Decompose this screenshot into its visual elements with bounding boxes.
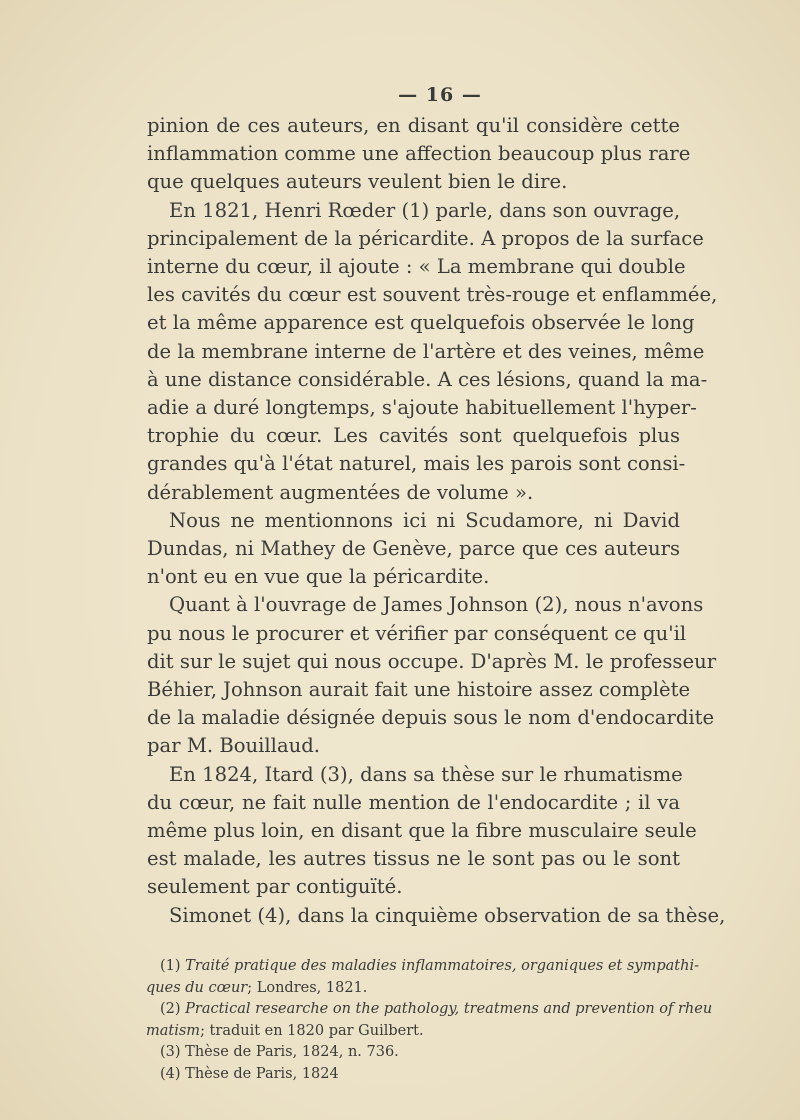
page-number: — 16 — (398, 84, 482, 106)
text-line: Nous ne mentionnons ici ni Scudamore, ni David (169, 508, 680, 532)
text-line: Quant à l'ouvrage de James Johnson (2), nous n'avons (169, 593, 704, 617)
text-line: interne du cœur, il ajoute : « La membrane qui double (147, 255, 686, 279)
footnote-title: Practical researche on the pathology, treatmens and prevention of rheu (185, 1001, 713, 1017)
footnote-number: (2) (160, 1001, 186, 1017)
footnotes (146, 956, 713, 1085)
text-line: En 1821, Henri Rœder (1) parle, dans son ouvrage, (169, 198, 681, 222)
footnote-number: (4) (160, 1065, 186, 1082)
text-line: est malade, les autres tissus ne le sont pas ou le sont (147, 847, 680, 871)
footnote (160, 1064, 680, 1086)
text-line: Béhier, Johnson aurait fait une histoire assez complète (147, 678, 691, 702)
text-line: à une distance considérable. A ces lésions, quand la ma- (147, 367, 708, 391)
text-line: trophie du cœur. Les cavités sont quelquefois plus (147, 424, 680, 448)
text-line: adie a duré longtemps, s'ajoute habituellement l'hyper- (147, 396, 697, 420)
text-line: Simonet (4), dans la cinquième observation de sa thèse, (169, 903, 726, 927)
text-line: dit sur le sujet qui nous occupe. D'après M. le professeur (147, 649, 717, 673)
text-line: que quelques auteurs veulent bien le dire. (147, 170, 568, 194)
text-line: grandes qu'à l'état naturel, mais les parois sont consi- (147, 452, 686, 476)
footnote-text: Thèse de Paris, 1824 (185, 1065, 339, 1082)
footnote-title: matism (146, 1022, 201, 1039)
text-line: et la même apparence est quelquefois observée le long (147, 311, 695, 335)
text-line: du cœur, ne fait nulle mention de l'endocardite ; il va (147, 790, 680, 814)
text-line: pu nous le procurer et vérifier par conséquent ce qu'il (147, 621, 687, 645)
footnote-title: Traité pratique des maladies inflammatoires, organiques et sympathi- (185, 958, 699, 974)
footnote-text: Thèse de Paris, 1824, n. 736. (185, 1044, 399, 1060)
footnote (160, 999, 713, 1021)
footnote-number: (3) (160, 1044, 186, 1060)
text-line: En 1824, Itard (3), dans sa thèse sur le rhumatisme (169, 762, 683, 786)
text-line: de la membrane interne de l'artère et des veines, même (147, 339, 705, 363)
footnote-number: (1) (160, 958, 186, 974)
text-line: n'ont eu en vue que la péricardite. (147, 565, 490, 589)
footnote-title: ques du cœur (146, 979, 248, 996)
footnote-text: ; Londres, 1821. (247, 979, 368, 996)
footnote (146, 978, 680, 1000)
text-line: dérablement augmentées de volume ». (147, 480, 534, 504)
text-line: principalement de la péricardite. A propos de la surface (147, 226, 704, 250)
footnote (160, 956, 699, 978)
text-line: de la maladie désignée depuis sous le nom d'endocardite (147, 706, 715, 730)
text-line: seulement par contiguïté. (147, 875, 403, 899)
body-text (147, 112, 726, 930)
text-line: les cavités du cœur est souvent très-rouge et enflammée, (147, 283, 718, 307)
text-line: pinion de ces auteurs, en disant qu'il considère cette (147, 114, 680, 137)
footnote (160, 1042, 680, 1064)
text-line: par M. Bouillaud. (147, 734, 321, 758)
footnote-text: ; traduit en 1820 par Guilbert. (200, 1022, 424, 1039)
text-line: inflammation comme une affection beaucoup plus rare (147, 142, 691, 166)
footnote (146, 1021, 680, 1043)
text-line: Dundas, ni Mathey de Genève, parce que ces auteurs (147, 537, 680, 561)
text-line: même plus loin, en disant que la fibre musculaire seule (147, 819, 697, 843)
